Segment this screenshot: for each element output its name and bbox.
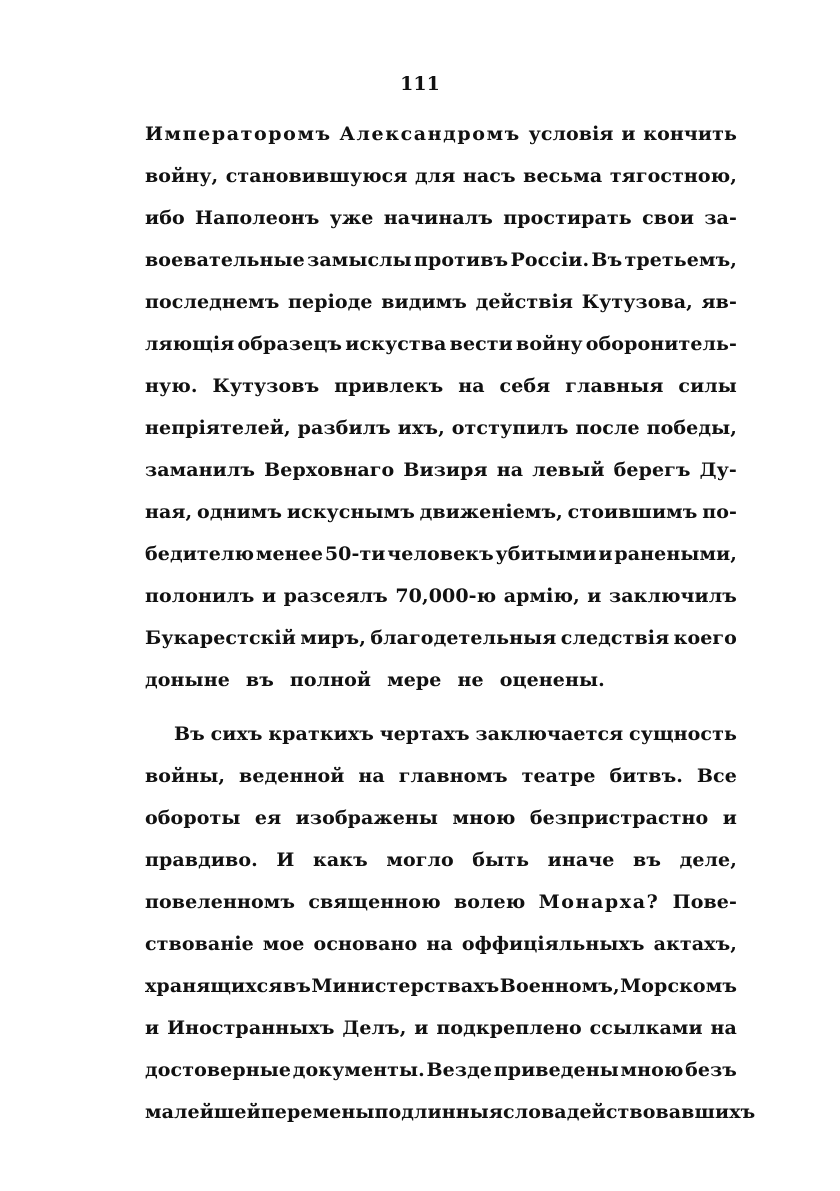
text-line: ствованіе мое основано на оффиціяльныхъ актахъ, (145, 933, 737, 955)
text-line: достоверные документы. Везде приведены мною безъ (145, 1059, 737, 1081)
text-line: Императоромъ Александромъ условія и кончить (145, 123, 737, 145)
text-line: воевательные замыслы противъ Россіи. Въ третьемъ, (145, 249, 737, 271)
text-line: Букарестскій миръ, благодетельныя следствія коего (145, 627, 737, 649)
text-line: непріятелей, разбилъ ихъ, отступилъ после победы, (145, 417, 737, 439)
text-line: войны, веденной на главномъ театре битвъ. Все (145, 765, 737, 787)
text-line: и Иностранныхъ Делъ, и подкреплено ссылками на (145, 1017, 737, 1039)
paragraph (145, 713, 756, 1133)
text-line: полонилъ и разсеялъ 70,000-ю армію, и заключилъ (145, 585, 737, 607)
text-line: доныне въ полной мере не оценены. (145, 669, 605, 691)
text-line: правдиво. И какъ могло быть иначе въ деле, (145, 849, 737, 871)
text-line: обороты ея изображены мною безпристрастно и (145, 807, 737, 829)
text-line: войну, становившуюся для насъ весьма тягостною, (145, 165, 737, 187)
body-text (145, 113, 756, 1133)
text-line: ляющія образецъ искуства вести войну оборонитель- (145, 333, 737, 355)
text-line: Въ сихъ краткихъ чертахъ заключается сущность (174, 723, 737, 745)
text-line: хранящихся въ Министерствахъ Военномъ, Морскомъ (145, 975, 737, 997)
text-line: ибо Наполеонъ уже начиналъ простирать свои за- (145, 207, 737, 229)
text-line: повеленномъ священною волею Монарха? Пове- (145, 891, 737, 913)
paragraph (145, 113, 737, 701)
text-line: бедителю менее 50-ти человекъ убитыми и ранеными, (145, 543, 737, 565)
page-number: 111 (400, 73, 440, 95)
text-line: ную. Кутузовъ привлекъ на себя главныя силы (145, 375, 737, 397)
text-line: малейшей перемены подлинныя слова действовавшихъ (145, 1101, 756, 1123)
text-line: заманилъ Верховнаго Визиря на левый берегъ Ду- (145, 459, 737, 481)
text-line: ная, однимъ искуснымъ движеніемъ, стоившимъ по- (145, 501, 737, 523)
text-line: последнемъ періоде видимъ действія Кутузова, яв- (145, 291, 737, 313)
